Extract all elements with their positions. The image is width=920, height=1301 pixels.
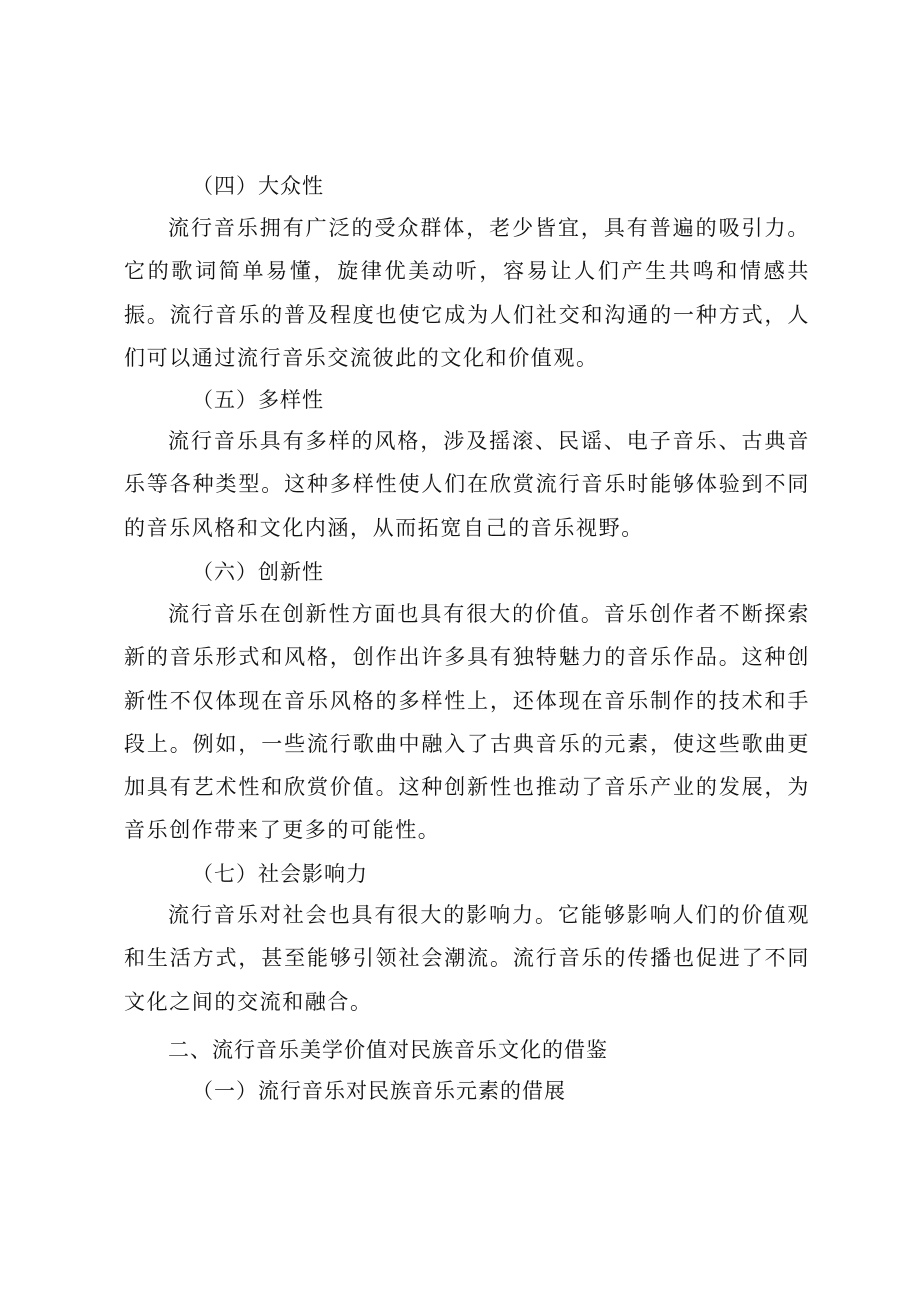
section-heading-4: （四）大众性: [192, 174, 324, 198]
section-body-5: 流行音乐具有多样的风格，涉及摇滚、民谣、电子音乐、古典音乐等各种类型。这种多样性使人们在欣赏流行音乐时能够体验到不同的音乐风格和文化内涵，从而拓宽自己的音乐视野。: [124, 429, 810, 540]
chapter-heading: 二、流行音乐美学价值对民族音乐文化的借鉴: [168, 1038, 608, 1062]
section-heading-6: （六）创新性: [192, 560, 324, 584]
section-body-4: 流行音乐拥有广泛的受众群体，老少皆宜，具有普遍的吸引力。它的歌词简单易懂，旋律优美动听，容易让人们产生共鸣和情感共振。流行音乐的普及程度也使它成为人们社交和沟通的一种方式，人们可以通过流行音乐交流彼此的文化和价值观。: [124, 216, 810, 370]
section-body-6: 流行音乐在创新性方面也具有很大的价值。音乐创作者不断探索新的音乐形式和风格，创作出许多具有独特魅力的音乐作品。这种创新性不仅体现在音乐风格的多样性上，还体现在音乐制作的技术和手段上。例如，一些流行歌曲中融入了古典音乐的元素，使这些歌曲更加具有艺术性和欣赏价值。这种创新性也推动了音乐产业的发展，为音乐创作带来了更多的可能性。: [124, 602, 810, 843]
sub-heading: （一）流行音乐对民族音乐元素的借展: [192, 1079, 566, 1103]
section-body-7: 流行音乐对社会也具有很大的影响力。它能够影响人们的价值观和生活方式，甚至能够引领社会潮流。流行音乐的传播也促进了不同文化之间的交流和融合。: [124, 903, 810, 1014]
section-heading-7: （七）社会影响力: [192, 862, 368, 886]
section-heading-5: （五）多样性: [192, 388, 324, 412]
